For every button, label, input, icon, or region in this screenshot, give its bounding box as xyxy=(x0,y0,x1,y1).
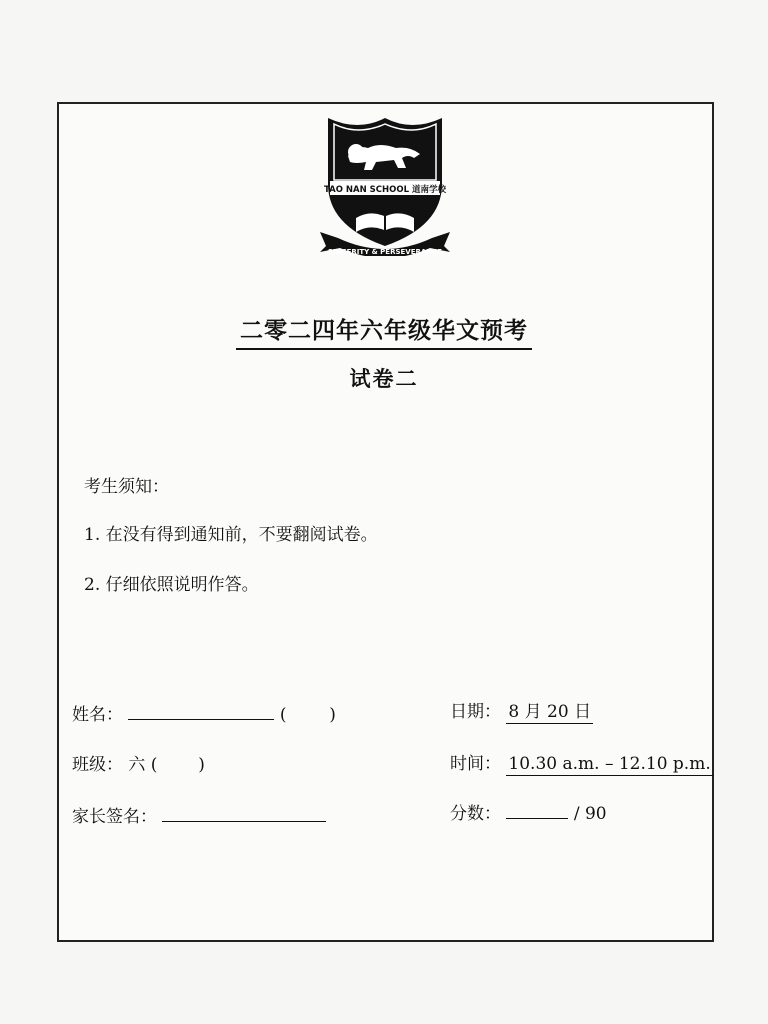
exam-subtitle: 试卷二 xyxy=(349,366,419,391)
instruction-item-2: 2. 仔细依照说明作答。 xyxy=(84,575,259,595)
date-field xyxy=(450,697,593,722)
parent-signature-label: 家长签名： xyxy=(72,807,157,827)
date-label: 日期： xyxy=(450,702,501,722)
time-label: 时间： xyxy=(450,754,501,774)
class-paren-close: ) xyxy=(198,755,205,775)
exam-title-wrap xyxy=(0,312,768,350)
score-field xyxy=(450,799,607,824)
name-field xyxy=(72,700,336,725)
time-field xyxy=(450,749,713,774)
name-paren-close: ) xyxy=(329,705,336,725)
class-label: 班级： xyxy=(72,755,123,775)
svg-text:SINCERITY & PERSEVERANCE: SINCERITY & PERSEVERANCE xyxy=(327,248,443,256)
class-field xyxy=(72,750,205,775)
time-value: 10.30 a.m. – 12.10 p.m. xyxy=(508,754,711,774)
parent-signature-field xyxy=(72,802,326,827)
score-total: / 90 xyxy=(573,804,607,824)
school-crest-icon xyxy=(318,114,452,256)
instruction-item-1: 1. 在没有得到通知前，不要翻阅试卷。 xyxy=(84,525,378,545)
name-blank[interactable] xyxy=(128,719,274,720)
score-label: 分数： xyxy=(450,804,501,824)
date-value: 8 月 20 日 xyxy=(508,702,592,722)
name-label: 姓名： xyxy=(72,705,123,725)
parent-signature-blank[interactable] xyxy=(162,821,326,822)
name-paren-open: ( xyxy=(279,705,287,725)
class-value: 六 ( xyxy=(128,755,158,775)
svg-text:TAO NAN SCHOOL 道南学校: TAO NAN SCHOOL 道南学校 xyxy=(324,185,446,195)
score-blank[interactable] xyxy=(506,818,568,819)
instructions-heading: 考生须知： xyxy=(84,477,169,497)
exam-title: 二零二四年六年级华文预考 xyxy=(236,312,532,350)
